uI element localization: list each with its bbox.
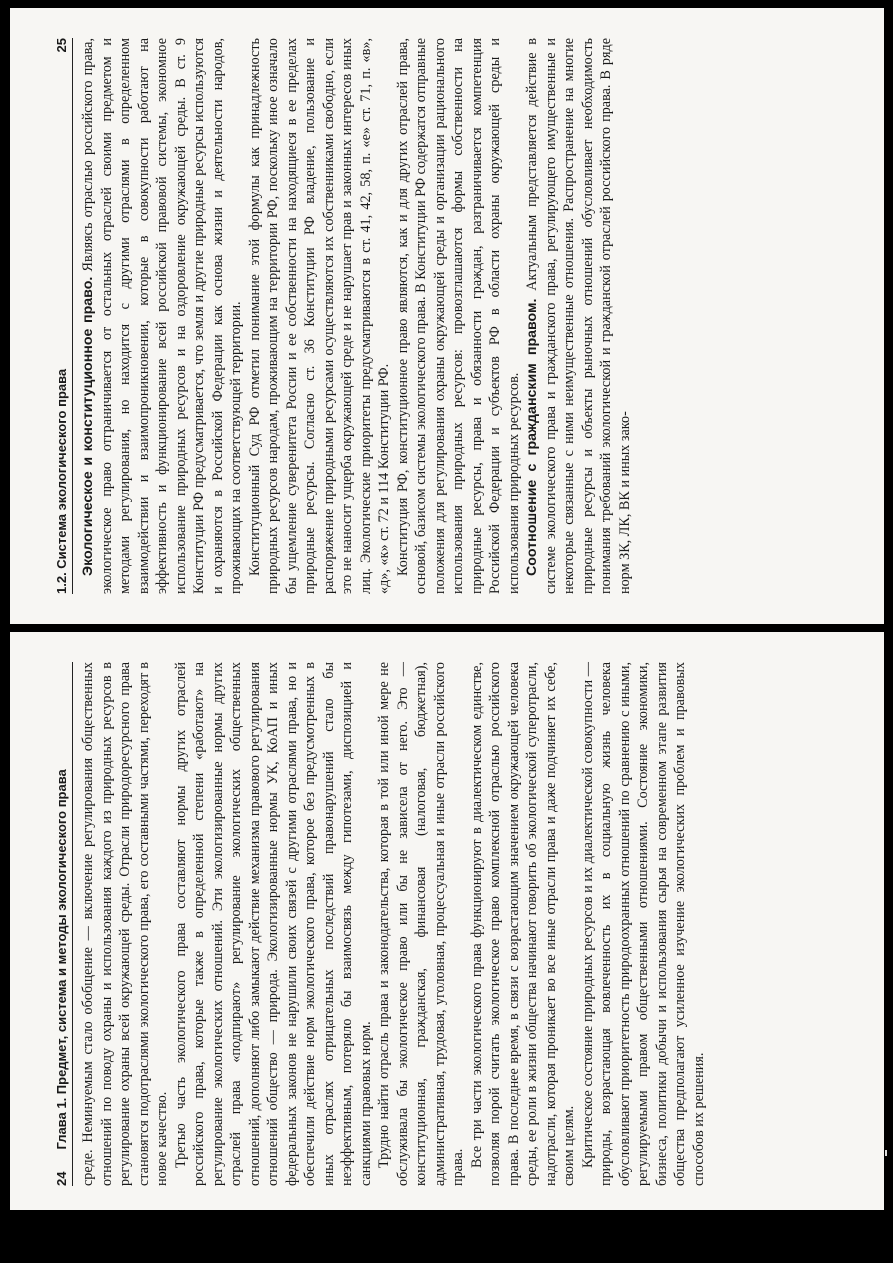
page-24 xyxy=(10,632,884,1210)
paragraph xyxy=(79,38,246,594)
page-25 xyxy=(10,8,884,624)
paragraph: среде. Неминуемым стало обобщение — включение регулирования общественных отношений по поводу охраны и использования каждого из природных ресурсов в регулирование охраны всей окружающей среды. Отрасли природоресурсного права становятся подотраслями экологического права, его составными частями, переходят в новое качество. xyxy=(80,662,170,1186)
page-25-body xyxy=(79,38,634,594)
paragraph: Все три части экологического права функционируют в диалектическом единстве, позволяя порой считать экологическое право комплексной отраслью российского права. В последнее время, в связи с возрастающим значением окружающей человека среды, ее роли в жизни общества начинают говорить об экологической суперотрасли, надотрасли, которая проникает во все иные отрасли права и даже подчиняет их себе, своим целям. xyxy=(468,662,577,1186)
paragraph-text: Актуальным представляется действие в системе экологического права и гражданского права, регулирующего имущественные и некоторые связанные с ними неимущественные отношения. Распространение на многие природные ресурсы и объекты рыночных отношений обусловливает необходимость понимания требований экологической и гражданской отраслей российского права. В ряде норм ЗК, ЛК, ВК и иных зако- xyxy=(524,37,633,594)
page-25-content xyxy=(54,38,864,594)
page-25-header xyxy=(54,38,73,594)
paragraph xyxy=(246,38,394,594)
page-number: 24 xyxy=(54,1171,69,1186)
page-24-body xyxy=(79,662,708,1186)
page-24-content xyxy=(54,662,834,1186)
page-24-header xyxy=(54,662,73,1186)
running-title: 1.2. Система экологического права xyxy=(54,368,69,594)
paragraph: Критическое состояние природных ресурсов и их диалектической совокупности — природы, возрастающая вовлеченность их в социальную жизнь человека обусловливают приоритетность природоохранных отношений по сравнению с иными, регулируемыми правом общественными отношениями. Состояние экономики, бизнеса, политики добычи и использования сырья на современном этапе развития общества предполагают усиленное изучение экологических проблем и правовых способов их решения. xyxy=(579,662,707,1186)
page-number: 25 xyxy=(54,38,69,53)
paragraph-text: Являясь отраслью российского права, экологическое право отграничивается от остальных отраслей своими предметом и методами регулирования, но находится с другими отраслями в определенном взаимодействии и взаимопроникновении, которые в совокупности работают на эффективность и функционирование всей российской правовой системы, экономное использование природных ресурсов и на оздоровление окружающей среды. В ст. 9 Конституции РФ предусматривается, что земля и другие природные ресурсы используются и охраняются в Российской Федерации как основа жизни и деятельности народов, проживающих на соответствующей территории. xyxy=(80,38,244,594)
section-heading: Соотношение с гражданским правом. xyxy=(524,298,540,576)
paragraph: Третью часть экологического права составляют нормы других отраслей российского права, которые также в определенной степени «работают» на регулирование экологических отношений. Эти экологизированные нормы других отраслей права «подпирают» регулирование экологических общественных отношений, дополняют либо замыкают действие механизма правового регулирования отношений общество — природа. Экологизированные нормы УК, КоАП и иных федеральных законов не нарушили своих связей с другими отраслями права, но и обеспечили действие норм экологического права, которое без предусмотренных в иных отраслях отрицательных последствий правонарушений стало бы неэффективным, потеряло бы взаимосвязь между гипотезами, диспозицией и санкциями правовых норм. xyxy=(172,662,374,1186)
paragraph-text: Конституция РФ, конституционное право являются, как и для других отраслей права, основой, базисом системы экологического права. В Конституции РФ содержатся отправные положения для регулирования охраны окружающей среды и организации рационального использования природных ресурсов: провозглашаются формы собственности на природные ресурсы, права и обязанности граждан, разграничивается компетенция Российской Федерации и субъектов РФ в области охраны окружающей среды и использования природных ресурсов. xyxy=(394,38,522,594)
paragraph xyxy=(394,38,524,594)
running-title: Глава 1. Предмет, система и методы экологического права xyxy=(54,769,69,1150)
paragraph: Трудно найти отрасль права и законодательства, которая в той или иной мере не обслуживала бы экологическое право или бы не зависела от него. Это — конституционная, гражданская, финансовая (налоговая, бюджетная), административная, трудовая, уголовная, процессуальная и иные отрасли российского права. xyxy=(376,662,466,1186)
paragraph xyxy=(523,38,634,594)
scan-mark xyxy=(885,1150,887,1156)
section-heading: Экологическое и конституционное право. xyxy=(80,276,96,576)
paragraph-text: Конституционный Суд РФ отметил понимание этой формулы как принадлежность природных ресурсов народам, проживающим на территории РФ, поскольку иное означало бы ущемление суверенитета России и ее собственности на находящиеся в ее пределах природные ресурсы. Согласно ст. 36 Конституции РФ владение, пользование и распоряжение природными ресурсами осуществляются их собственниками свободно, если это не наносит ущерба окружающей среде и не нарушает прав и законных интересов иных лиц. Экологические приоритеты предусматриваются в ст. 41, 42, 58, п. «е» ст. 71, п. «в», «д», «к» ст. 72 и 114 Конституции РФ. xyxy=(246,38,392,594)
